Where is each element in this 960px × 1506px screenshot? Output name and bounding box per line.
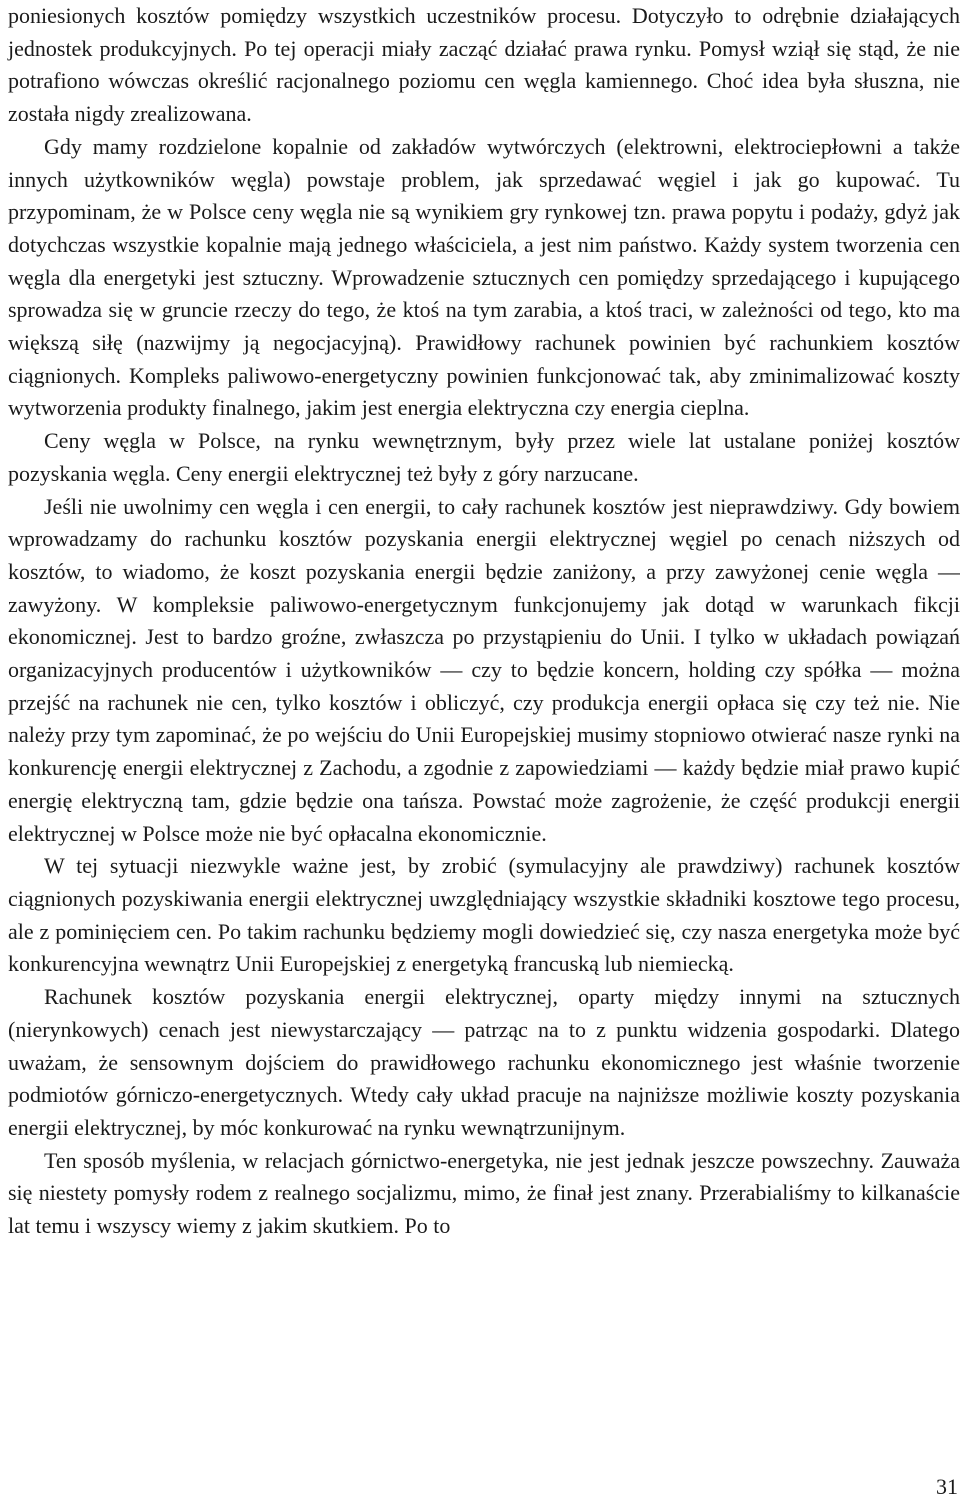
page-body: [8, 0, 960, 1243]
page-number: 31: [936, 1474, 958, 1499]
paragraph-continuation: poniesionych kosztów pomiędzy wszystkich uczestników procesu. Dotyczyło to odrębnie działających jednostek produkcyjnych. Po tej operacji miały zacząć działać prawa rynku. Pomysł wziął się stąd, że nie potrafiono wówczas określić racjonalnego poziomu cen węgla kamiennego. Choć idea była słuszna, nie została nigdy zrealizowana.: [8, 3, 960, 127]
paragraph-coal-prices-poland: Ceny węgla w Polsce, na rynku wewnętrznym, były przez wiele lat ustalane poniżej kosztów pozyskania węgla. Ceny energii elektrycznej też były z góry narzucane.: [8, 428, 960, 486]
paragraph-way-of-thinking: Ten sposób myślenia, w relacjach górnictwo-energetyka, nie jest jednak jeszcze powszechny. Zauważa się niestety pomysły rodem z realnego socjalizmu, mimo, że finał jest znany. Przerabialiśmy to kilkanaście lat temu i wszyscy wiemy z jakim skutkiem. Po to: [8, 1147, 960, 1239]
paragraph-simulation: W tej sytuacji niezwykle ważne jest, by zrobić (symulacyjny ale prawdziwy) rachunek kosztów ciągnionych pozyskiwania energii elektrycznej uwzględniający wszystkie składniki kosztowe tego procesu, ale z pominięciem cen. Po takim rachunku będziemy mogli dowiedzieć się, czy nasza energetyka może być konkurencyjna wewnątrz Unii Europejskiej z energetyką francuską lub niemiecką.: [8, 853, 960, 977]
paragraph-cost-accounting: Jeśli nie uwolnimy cen węgla i cen energii, to cały rachunek kosztów jest nieprawdziwy. Gdy bowiem wprowadzamy do rachunku kosztów pozyskania energii elektrycznej węgiel po cenach niższych od kosztów, to wiadomo, że koszt pozyskania energii będzie zaniżony, a przy zawyżonej cenie węgla — zawyżony. W kompleksie paliwowo-energetycznym funkcjonujemy jak dotąd w warunkach fikcji ekonomicznej. Jest to bardzo groźne, zwłaszcza po przystąpieniu do Unii. I tylko w układach powiązań organizacyjnych producentów i użytkowników — czy to będzie koncern, holding czy spółka — można przejść na rachunek nie cen, tylko kosztów i obliczyć, czy produkcja energii opłaca się czy też nie. Nie należy przy tym zapominać, że po wejściu do Unii Europejskiej musimy stopniowo otwierać nasze rynki na konkurencję energii elektrycznej z Zachodu, a zgodnie z zapowiedziami — każdy będzie miał prawo kupić energię elektryczną tam, gdzie będzie ona tańsza. Powstać może zagrożenie, że część produkcji energii elektrycznej w Polsce może nie być opłacalna ekonomicznie.: [8, 493, 960, 846]
paragraph-coal-pricing: Gdy mamy rozdzielone kopalnie od zakładów wytwórczych (elektrowni, elektrociepłowni a także innych użytkowników węgla) powstaje problem, jak sprzedawać węgiel i jak go kupować. Tu przypominam, że w Polsce ceny węgla nie są wynikiem gry rynkowej tzn. prawa popytu i podaży, gdyż jak dotychczas wszystkie kopalnie mają jednego właściciela, a jest nim państwo. Każdy system tworzenia cen węgla dla energetyki jest sztuczny. Wprowadzenie sztucznych cen pomiędzy sprzedającego i kupującego sprowadza się w gruncie rzeczy do tego, że ktoś na tym zarabia, a ktoś traci, w zależności od tego, kto ma większą siłę (nazwijmy ją negocjacyjną). Prawidłowy rachunek powinien być rachunkiem kosztów ciągnionych. Kompleks paliwowo-energetyczny powinien funkcjonować tak, aby zminimalizować koszty wytworzenia produkty finalnego, jakim jest energia elektryczna czy energia cieplna.: [8, 133, 960, 421]
paragraph-mining-energy-entities: Rachunek kosztów pozyskania energii elektrycznej, oparty między innymi na sztucznych (nierynkowych) cenach jest niewystarczający — patrząc na to z punktu widzenia gospodarki. Dlatego uważam, że sensownym dojściem do prawidłowego rachunku ekonomicznego jest właśnie tworzenie podmiotów górniczo-energetycznych. Wtedy cały układ pracuje na najniższe możliwie koszty pozyskania energii elektrycznej, by móc konkurować na rynku wewnątrzunijnym.: [8, 984, 960, 1140]
